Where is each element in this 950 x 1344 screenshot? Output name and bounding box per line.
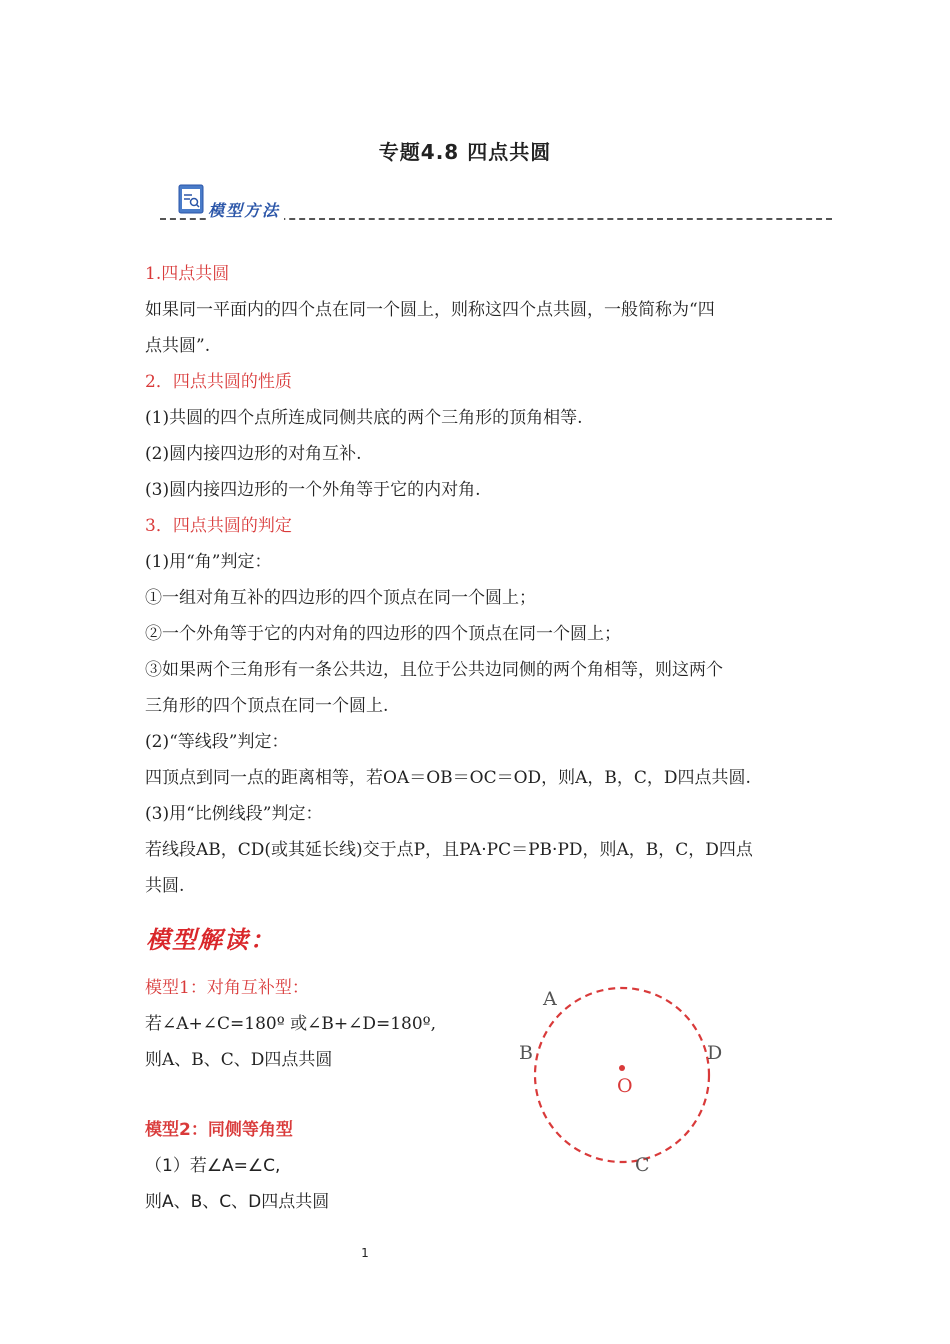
circle-diagram bbox=[510, 975, 740, 1175]
model-2-title: 模型2：同侧等角型 bbox=[145, 1120, 293, 1140]
criterion-1c-cont: 三角形的四个顶点在同一个圆上. bbox=[145, 696, 389, 716]
model-1-condition: 若∠A+∠C=180º 或∠B+∠D=180º, bbox=[145, 1014, 437, 1034]
criterion-1c: ③如果两个三角形有一条公共边，且位于公共边同侧的两个角相等，则这两个 bbox=[145, 660, 723, 680]
heading-3: 3．四点共圆的判定 bbox=[145, 516, 292, 536]
criterion-3: (3)用“比例线段”判定： bbox=[145, 804, 323, 824]
point-c-label: C bbox=[635, 1154, 650, 1175]
criterion-1: (1)用“角”判定： bbox=[145, 552, 272, 572]
criterion-1b: ②一个外角等于它的内对角的四边形的四个顶点在同一个圆上； bbox=[145, 624, 621, 644]
property-1: (1)共圆的四个点所连成同侧共底的两个三角形的顶角相等. bbox=[145, 408, 583, 428]
center-o-label: O bbox=[617, 1075, 633, 1097]
model-1-conclusion: 则A、B、C、D四点共圆 bbox=[145, 1050, 333, 1070]
property-2: (2)圆内接四边形的对角互补. bbox=[145, 444, 362, 464]
property-3: (3)圆内接四边形的一个外角等于它的内对角. bbox=[145, 480, 481, 500]
section-label: 模型方法 bbox=[208, 198, 284, 221]
model-section-heading: 模型解读： bbox=[146, 925, 276, 954]
page-number: 1 bbox=[361, 1246, 369, 1260]
document-search-icon bbox=[178, 184, 204, 214]
point-d-label: D bbox=[707, 1042, 723, 1064]
paragraph-line: 如果同一平面内的四个点在同一个圆上，则称这四个点共圆，一般简称为“四 bbox=[145, 300, 715, 320]
criterion-1a: ①一组对角互补的四边形的四个顶点在同一个圆上； bbox=[145, 588, 536, 608]
criterion-2a: 四顶点到同一点的距离相等，若OA＝OB＝OC＝OD，则A，B，C，D四点共圆. bbox=[145, 768, 751, 788]
criterion-3a: 若线段AB，CD(或其延长线)交于点P，且PA·PC＝PB·PD，则A，B，C，D四点 bbox=[145, 840, 753, 860]
model-2-condition: （1）若∠A=∠C, bbox=[145, 1156, 281, 1176]
model-2-conclusion: 则A、B、C、D四点共圆 bbox=[145, 1192, 330, 1212]
criterion-3a-cont: 共圆. bbox=[145, 876, 185, 896]
paragraph-line: 点共圆”. bbox=[145, 336, 211, 356]
point-b-label: B bbox=[519, 1042, 533, 1064]
heading-2: 2．四点共圆的性质 bbox=[145, 372, 292, 392]
page-title: 专题4.8 四点共圆 bbox=[378, 140, 552, 164]
model-1-title: 模型1：对角互补型： bbox=[145, 978, 309, 998]
heading-1: 1.四点共圆 bbox=[145, 264, 230, 284]
criterion-2: (2)“等线段”判定： bbox=[145, 732, 289, 752]
center-point bbox=[619, 1065, 625, 1071]
point-a-label: A bbox=[543, 988, 557, 1010]
